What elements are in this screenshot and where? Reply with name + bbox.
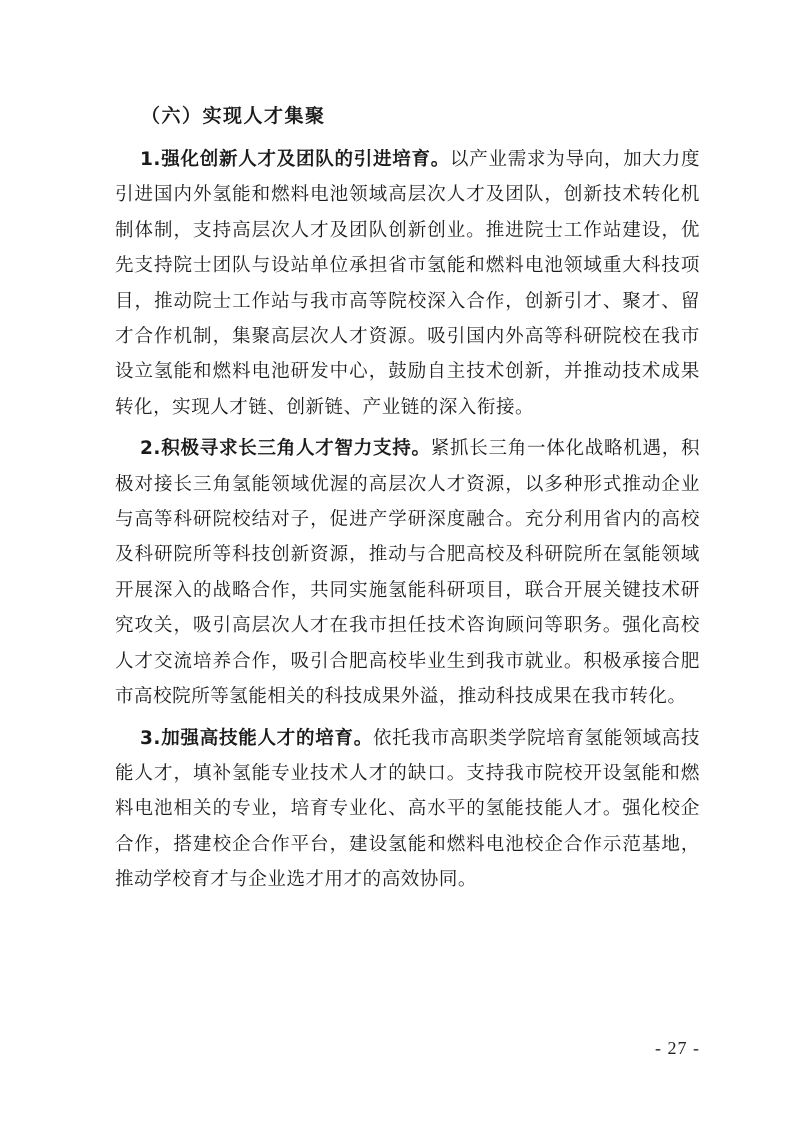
paragraph-body: 以产业需求为导向，加大力度引进国内外氢能和燃料电池领域高层次人才及团队，创新技术转化机制体制，支持高层次人才及团队创新创业。推进院士工作站建设，优先支持院士团队与设站单位承担省市氢能和燃料电池领域重大科技项目，推动院士工作站与我市高等院校深入合作，创新引才、聚才、留才合作机制，集聚高层次人才资源。吸引国内外高等科研院校在我市设立氢能和燃料电池研发中心，鼓励自主技术创新，并推动技术成果转化，实现人才链、创新链、产业链的深入衔接。 (115, 149, 700, 418)
paragraph-lead: 2.积极寻求长三角人才智力支持。 (140, 438, 431, 460)
paragraph-yangtze-delta-support (115, 431, 700, 714)
page-body (115, 98, 700, 898)
paragraph-talent-introduction (115, 142, 700, 425)
paragraph-lead: 3.加强高技能人才的培育。 (140, 727, 373, 749)
paragraph-body: 紧抓长三角一体化战略机遇，积极对接长三角氢能领域优渥的高层次人才资源，以多种形式推动企业与高等科研院校结对子，促进产学研深度融合。充分利用省内的高校及科研院所等科技创新资源，推动与合肥高校及科研院所在氢能领域开展深入的战略合作，共同实施氢能科研项目，联合开展关键技术研究攻关，吸引高层次人才在我市担任技术咨询顾问等职务。强化高校人才交流培养合作，吸引合肥高校毕业生到我市就业。积极承接合肥市高校院所等氢能相关的科技成果外溢，推动科技成果在我市转化。 (115, 438, 701, 708)
paragraph-lead: 1.强化创新人才及团队的引进培育。 (140, 149, 450, 170)
section-heading: （六）实现人才集聚 (141, 105, 326, 127)
page-number: - 27 - (655, 1038, 700, 1058)
paragraph-skilled-talent (115, 721, 700, 898)
paragraph-body: 依托我市高职类学院培育氢能领域高技能人才，填补氢能专业技术人才的缺口。支持我市院校开设氢能和燃料电池相关的专业，培育专业化、高水平的氢能技能人才。强化校企合作，搭建校企合作平台，建设氢能和燃料电池校企合作示范基地，推动学校育才与企业选才用才的高效协同。 (115, 727, 700, 891)
